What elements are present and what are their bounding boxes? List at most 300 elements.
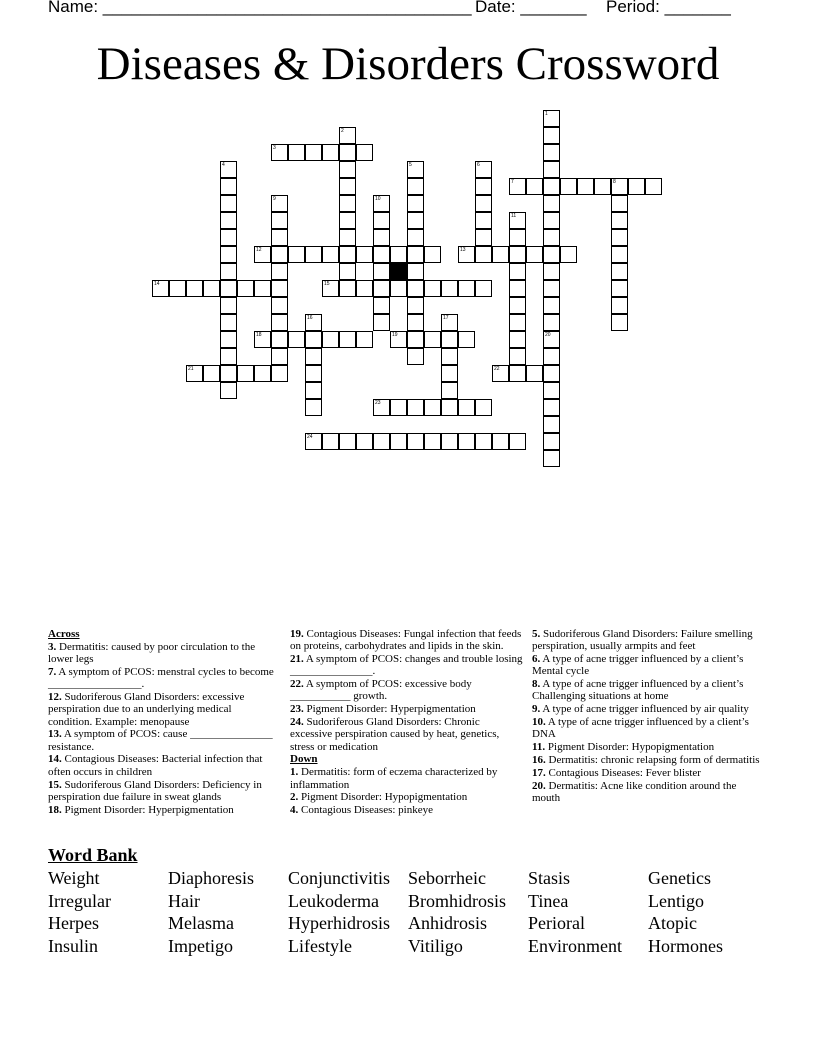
clue-item-number: 19. <box>290 628 304 640</box>
grid-cell[interactable] <box>509 331 526 348</box>
grid-cell[interactable] <box>271 297 288 314</box>
grid-cell[interactable] <box>305 365 322 382</box>
grid-cell[interactable] <box>169 280 186 297</box>
clue-item-text: Dermatitis: caused by poor circulation to the lower legs <box>48 640 256 666</box>
grid-cell[interactable] <box>288 331 305 348</box>
grid-cell[interactable] <box>288 144 305 161</box>
grid-cell[interactable] <box>339 433 356 450</box>
clue-item <box>290 766 524 791</box>
grid-cell[interactable] <box>645 178 662 195</box>
grid-cell[interactable] <box>509 246 526 263</box>
clue-item-number: 17. <box>532 766 546 779</box>
clue-item-text: Dermatitis: Acne like condition around the mouth <box>532 779 737 804</box>
grid-cell[interactable] <box>288 246 305 263</box>
clue-item-number: 23. <box>290 703 304 716</box>
grid-cell[interactable] <box>220 365 237 382</box>
grid-cell[interactable] <box>220 246 237 263</box>
clue-number: 17 <box>443 315 449 321</box>
grid-cell[interactable] <box>186 365 203 382</box>
grid-cell[interactable] <box>339 229 356 246</box>
clue-item <box>532 716 764 741</box>
grid-cell[interactable] <box>543 382 560 399</box>
clue-number: 9 <box>273 196 276 202</box>
grid-cell[interactable] <box>424 399 441 416</box>
grid-cell[interactable] <box>220 161 237 178</box>
grid-cell[interactable] <box>543 229 560 246</box>
grid-cell[interactable] <box>509 433 526 450</box>
grid-cell[interactable] <box>305 331 322 348</box>
clue-number: 20 <box>545 332 551 338</box>
clue-item-number: 11. <box>532 741 546 754</box>
grid-cell[interactable] <box>543 195 560 212</box>
grid-cell[interactable] <box>475 246 492 263</box>
word-bank-column <box>408 867 506 957</box>
grid-cell[interactable] <box>424 246 441 263</box>
clue-item-text: A symptom of PCOS: changes and trouble losing _______________. <box>290 653 523 678</box>
grid-cell[interactable] <box>407 212 424 229</box>
word-bank-column <box>288 867 390 957</box>
clue-number: 11 <box>511 213 517 219</box>
grid-cell[interactable] <box>339 280 356 297</box>
grid-cell[interactable] <box>611 212 628 229</box>
clue-item-number: 8. <box>532 678 541 691</box>
clue-item <box>290 703 524 715</box>
grid-cell[interactable] <box>441 314 458 331</box>
clue-item-number: 16. <box>532 753 546 766</box>
clue-section-heading: Across <box>48 628 80 640</box>
clue-item <box>290 791 524 803</box>
grid-cell[interactable] <box>458 331 475 348</box>
grid-cell[interactable] <box>441 433 458 450</box>
clue-item <box>532 754 764 766</box>
grid-cell[interactable] <box>390 399 407 416</box>
clue-number: 24 <box>307 434 313 440</box>
grid-cell[interactable] <box>271 263 288 280</box>
grid-cell[interactable] <box>509 229 526 246</box>
clue-item-text: Pigment Disorder: Hyperpigmentation <box>61 803 234 816</box>
clue-item-number: 12. <box>48 690 62 703</box>
grid-cell[interactable] <box>407 246 424 263</box>
grid-cell[interactable] <box>220 212 237 229</box>
word-bank-column <box>48 867 111 957</box>
grid-cell[interactable] <box>526 178 543 195</box>
grid-cell[interactable] <box>543 450 560 467</box>
grid-cell[interactable] <box>407 161 424 178</box>
clue-item-number: 10. <box>532 716 546 729</box>
grid-cell[interactable] <box>373 314 390 331</box>
grid-cell[interactable] <box>560 246 577 263</box>
grid-cell[interactable] <box>373 195 390 212</box>
grid-cell[interactable] <box>509 348 526 365</box>
clue-item-text: Dermatitis: form of eczema characterized by inflammation <box>290 766 498 791</box>
word-bank-word: Herpes <box>48 913 99 934</box>
clue-item <box>48 666 276 691</box>
grid-cell[interactable] <box>237 365 254 382</box>
grid-cell[interactable] <box>152 280 169 297</box>
grid-cell[interactable] <box>543 178 560 195</box>
clue-number: 12 <box>256 247 262 253</box>
clue-item-number: 1. <box>290 766 299 779</box>
grid-cell[interactable] <box>271 365 288 382</box>
grid-cell[interactable] <box>271 314 288 331</box>
grid-cell[interactable] <box>407 297 424 314</box>
grid-cell[interactable] <box>322 280 339 297</box>
grid-cell[interactable] <box>356 246 373 263</box>
word-bank-word: Impetigo <box>168 935 233 956</box>
grid-cell[interactable] <box>441 399 458 416</box>
clue-item <box>48 779 276 804</box>
grid-cell[interactable] <box>407 331 424 348</box>
grid-cell[interactable] <box>220 263 237 280</box>
grid-cell[interactable] <box>305 348 322 365</box>
grid-cell[interactable] <box>339 212 356 229</box>
grid-cell[interactable] <box>305 382 322 399</box>
clue-item-text: Dermatitis: chronic relapsing form of dermatitis <box>545 753 760 766</box>
clue-item-number: 7. <box>48 665 57 678</box>
word-bank-word: Environment <box>528 935 622 956</box>
grid-cell[interactable] <box>305 314 322 331</box>
grid-cell[interactable] <box>271 212 288 229</box>
grid-cell[interactable] <box>509 263 526 280</box>
clue-item-text: Contagious Diseases: Fever blister <box>545 766 701 779</box>
name-field-label: Name: _______________________________________ <box>48 0 472 16</box>
grid-cell[interactable] <box>339 246 356 263</box>
grid-cell[interactable] <box>407 314 424 331</box>
clue-item <box>48 691 276 728</box>
grid-cell[interactable] <box>509 178 526 195</box>
clue-number: 14 <box>154 281 160 287</box>
grid-cell[interactable] <box>543 348 560 365</box>
word-bank-word: Seborrheic <box>408 868 486 888</box>
grid-cell[interactable] <box>254 331 271 348</box>
word-bank-title: Word Bank <box>48 845 138 865</box>
grid-cell[interactable] <box>220 195 237 212</box>
grid-cell[interactable] <box>577 178 594 195</box>
grid-cell[interactable] <box>611 195 628 212</box>
clue-number: 23 <box>375 400 381 406</box>
word-bank-column <box>168 867 254 957</box>
grid-cell[interactable] <box>475 280 492 297</box>
grid-cell[interactable] <box>543 110 560 127</box>
clue-number: 2 <box>341 128 344 134</box>
clue-item <box>532 628 764 653</box>
clues-column-1 <box>48 628 276 816</box>
grid-cell[interactable] <box>543 314 560 331</box>
clue-number: 19 <box>392 332 398 338</box>
clue-item-text: Pigment Disorder: Hypopigmentation <box>545 741 715 754</box>
grid-cell[interactable] <box>356 280 373 297</box>
grid-cell[interactable] <box>373 433 390 450</box>
clue-item-text: Contagious Diseases: Bacterial infection that often occurs in children <box>48 753 263 778</box>
clue-item-number: 21. <box>290 653 304 666</box>
clue-item-text: Sudoriferous Gland Disorders: excessive perspiration due to an underlying medical condition. Example: menopause <box>48 690 245 728</box>
grid-cell[interactable] <box>441 365 458 382</box>
grid-cell[interactable] <box>339 195 356 212</box>
grid-cell[interactable] <box>407 229 424 246</box>
word-bank-word: Insulin <box>48 935 99 956</box>
grid-cell[interactable] <box>475 229 492 246</box>
grid-cell[interactable] <box>305 399 322 416</box>
clue-item <box>532 741 764 753</box>
grid-cell[interactable] <box>509 314 526 331</box>
grid-cell[interactable] <box>407 433 424 450</box>
grid-cell[interactable] <box>220 229 237 246</box>
grid-cell[interactable] <box>407 178 424 195</box>
grid-cell[interactable] <box>441 382 458 399</box>
grid-cell[interactable] <box>611 297 628 314</box>
grid-cell[interactable] <box>407 348 424 365</box>
grid-cell[interactable] <box>543 127 560 144</box>
period-field-label: Period: _______ <box>606 0 731 16</box>
grid-cell[interactable] <box>543 297 560 314</box>
grid-cell[interactable] <box>220 178 237 195</box>
clue-item-text: A type of acne trigger influenced by a client’s DNA <box>532 716 749 741</box>
clue-number: 21 <box>188 366 194 372</box>
grid-cell[interactable] <box>271 195 288 212</box>
grid-cell[interactable] <box>203 365 220 382</box>
grid-cell[interactable] <box>441 348 458 365</box>
grid-cell[interactable] <box>322 331 339 348</box>
clue-item-number: 18. <box>48 803 62 816</box>
grid-cell[interactable] <box>458 280 475 297</box>
grid-cell[interactable] <box>407 399 424 416</box>
grid-cell[interactable] <box>220 382 237 399</box>
grid-cell[interactable] <box>475 161 492 178</box>
clue-number: 6 <box>477 162 480 168</box>
clue-item <box>532 780 764 805</box>
grid-cell[interactable] <box>424 433 441 450</box>
grid-cell[interactable] <box>424 331 441 348</box>
grid-cell[interactable] <box>611 229 628 246</box>
grid-cell[interactable] <box>526 246 543 263</box>
grid-cell[interactable] <box>305 144 322 161</box>
clue-item <box>48 753 276 778</box>
grid-cell[interactable] <box>407 195 424 212</box>
grid-cell[interactable] <box>254 365 271 382</box>
clue-item-number: 3. <box>48 640 57 653</box>
grid-cell[interactable] <box>543 280 560 297</box>
grid-cell[interactable] <box>271 331 288 348</box>
grid-cell[interactable] <box>509 297 526 314</box>
grid-cell[interactable] <box>458 433 475 450</box>
grid-cell[interactable] <box>611 263 628 280</box>
grid-cell[interactable] <box>543 161 560 178</box>
grid-cell[interactable] <box>356 144 373 161</box>
clues-column-3 <box>532 628 764 805</box>
word-bank-word: Tinea <box>528 890 569 911</box>
grid-cell[interactable] <box>390 280 407 297</box>
grid-cell[interactable] <box>339 127 356 144</box>
clue-item-text: Sudoriferous Gland Disorders: Failure smelling perspiration, usually armpits and feet <box>532 628 753 653</box>
grid-cell[interactable] <box>220 331 237 348</box>
clue-item <box>48 641 276 666</box>
clue-item <box>532 767 764 779</box>
word-bank-word: Weight <box>48 868 100 888</box>
grid-cell[interactable] <box>458 246 475 263</box>
grid-cell[interactable] <box>237 280 254 297</box>
grid-cell[interactable] <box>611 246 628 263</box>
clue-item <box>48 804 276 816</box>
word-bank-column <box>648 867 723 957</box>
clue-number: 8 <box>613 179 616 185</box>
grid-cell[interactable] <box>543 416 560 433</box>
grid-cell[interactable] <box>373 280 390 297</box>
clue-number: 22 <box>494 366 500 372</box>
grid-cell[interactable] <box>543 263 560 280</box>
grid-cell[interactable] <box>373 229 390 246</box>
grid-cell[interactable] <box>543 365 560 382</box>
clue-number: 7 <box>511 179 514 185</box>
grid-cell[interactable] <box>560 178 577 195</box>
grid-cell[interactable] <box>611 314 628 331</box>
clue-item <box>290 716 524 753</box>
clue-item-number: 9. <box>532 703 541 716</box>
grid-cell[interactable] <box>373 212 390 229</box>
grid-cell[interactable] <box>373 399 390 416</box>
grid-cell[interactable] <box>492 365 509 382</box>
clue-item <box>290 678 524 703</box>
grid-cell[interactable] <box>628 178 645 195</box>
word-bank-column <box>528 867 622 957</box>
clue-item-text: A symptom of PCOS: cause _______________ resistance. <box>48 728 273 753</box>
word-bank-word: Vitiligo <box>408 935 463 956</box>
grid-cell[interactable] <box>339 263 356 280</box>
clue-item-number: 24. <box>290 716 304 729</box>
grid-cell[interactable] <box>509 212 526 229</box>
word-bank-word: Leukoderma <box>288 890 379 911</box>
grid-cell[interactable] <box>339 161 356 178</box>
clue-item-text: Pigment Disorder: Hypopigmentation <box>298 791 468 804</box>
grid-cell[interactable] <box>526 365 543 382</box>
word-bank-word: Bromhidrosis <box>408 890 507 911</box>
grid-cell[interactable] <box>203 280 220 297</box>
grid-cell[interactable] <box>339 178 356 195</box>
grid-cell[interactable] <box>441 331 458 348</box>
clue-item-text: Sudoriferous Gland Disorders: Deficiency in perspiration due failure in sweat glands <box>48 778 262 803</box>
clue-number: 10 <box>375 196 381 202</box>
grid-cell[interactable] <box>254 246 271 263</box>
grid-cell[interactable] <box>356 331 373 348</box>
grid-cell[interactable] <box>509 365 526 382</box>
clue-number: 15 <box>324 281 330 287</box>
grid-cell[interactable] <box>424 280 441 297</box>
grid-cell[interactable] <box>322 433 339 450</box>
grid-cell[interactable] <box>339 144 356 161</box>
clue-item <box>48 728 276 753</box>
clue-section-heading: Down <box>290 753 318 766</box>
grid-cell[interactable] <box>509 280 526 297</box>
grid-cell[interactable] <box>271 229 288 246</box>
grid-cell[interactable] <box>475 212 492 229</box>
grid-cell[interactable] <box>475 399 492 416</box>
grid-cell[interactable] <box>543 399 560 416</box>
grid-cell[interactable] <box>390 331 407 348</box>
clue-item <box>532 703 764 715</box>
grid-cell[interactable] <box>305 246 322 263</box>
grid-cell[interactable] <box>271 144 288 161</box>
clue-item-text: A type of acne trigger influenced by air quality <box>540 703 749 716</box>
grid-cell[interactable] <box>475 195 492 212</box>
grid-cell[interactable] <box>594 178 611 195</box>
grid-cell[interactable] <box>543 246 560 263</box>
word-bank-word: Atopic <box>648 913 697 934</box>
grid-cell[interactable] <box>220 280 237 297</box>
clue-item-number: 14. <box>48 753 62 766</box>
grid-cell[interactable] <box>356 433 373 450</box>
clue-number: 3 <box>273 145 276 151</box>
grid-cell[interactable] <box>339 331 356 348</box>
grid-cell[interactable] <box>543 331 560 348</box>
grid-cell[interactable] <box>543 212 560 229</box>
word-bank-word: Conjunctivitis <box>288 868 391 888</box>
clue-item-number: 5. <box>532 628 541 640</box>
grid-cell[interactable] <box>373 297 390 314</box>
clue-number: 16 <box>307 315 313 321</box>
grid-cell[interactable] <box>271 280 288 297</box>
grid-cell[interactable] <box>543 144 560 161</box>
grid-cell[interactable] <box>373 263 390 280</box>
word-bank-word: Irregular <box>48 890 111 911</box>
grid-cell[interactable] <box>458 399 475 416</box>
word-bank-word: Hormones <box>648 935 723 956</box>
clue-item <box>290 804 524 816</box>
clue-item-number: 20. <box>532 779 546 792</box>
clue-item <box>532 653 764 678</box>
grid-cell[interactable] <box>254 280 271 297</box>
grid-cell[interactable] <box>220 314 237 331</box>
grid-cell[interactable] <box>492 246 509 263</box>
grid-cell[interactable] <box>492 433 509 450</box>
clue-item <box>532 678 764 703</box>
grid-cell[interactable] <box>305 433 322 450</box>
word-bank-word: Anhidrosis <box>408 913 488 934</box>
grid-cell[interactable] <box>475 178 492 195</box>
grid-cell[interactable] <box>441 280 458 297</box>
clues-column-2 <box>290 628 524 817</box>
grid-cell[interactable] <box>611 178 628 195</box>
clue-number: 13 <box>460 247 466 253</box>
grid-cell[interactable] <box>407 280 424 297</box>
word-bank-word: Lentigo <box>648 890 704 911</box>
grid-cell[interactable] <box>390 433 407 450</box>
clue-item-text: Contagious Diseases: Fungal infection that feeds on proteins, carbohydrates and lipids in the skin. <box>290 628 522 653</box>
clue-item-text: A symptom of PCOS: menstral cycles to become _________________. <box>48 665 274 691</box>
grid-block <box>390 263 407 280</box>
grid-cell[interactable] <box>220 297 237 314</box>
clue-item-number: 2. <box>290 791 299 804</box>
word-bank-word: Melasma <box>168 913 234 934</box>
grid-cell[interactable] <box>322 246 339 263</box>
grid-cell[interactable] <box>390 246 407 263</box>
clue-item-number: 6. <box>532 653 541 666</box>
grid-cell[interactable] <box>373 246 390 263</box>
clue-item <box>290 628 524 653</box>
grid-cell[interactable] <box>271 246 288 263</box>
clue-item-text: Contagious Diseases: pinkeye <box>298 804 433 817</box>
grid-cell[interactable] <box>407 263 424 280</box>
grid-cell[interactable] <box>271 348 288 365</box>
grid-cell[interactable] <box>475 433 492 450</box>
clue-item-text: A symptom of PCOS: excessive body ___________ growth. <box>290 678 472 703</box>
grid-cell[interactable] <box>186 280 203 297</box>
date-field-label: Date: _______ <box>475 0 587 16</box>
grid-cell[interactable] <box>322 144 339 161</box>
grid-cell[interactable] <box>611 280 628 297</box>
grid-cell[interactable] <box>543 433 560 450</box>
word-bank-word: Hyperhidrosis <box>288 913 390 934</box>
grid-cell[interactable] <box>220 348 237 365</box>
word-bank-word: Diaphoresis <box>168 868 254 888</box>
